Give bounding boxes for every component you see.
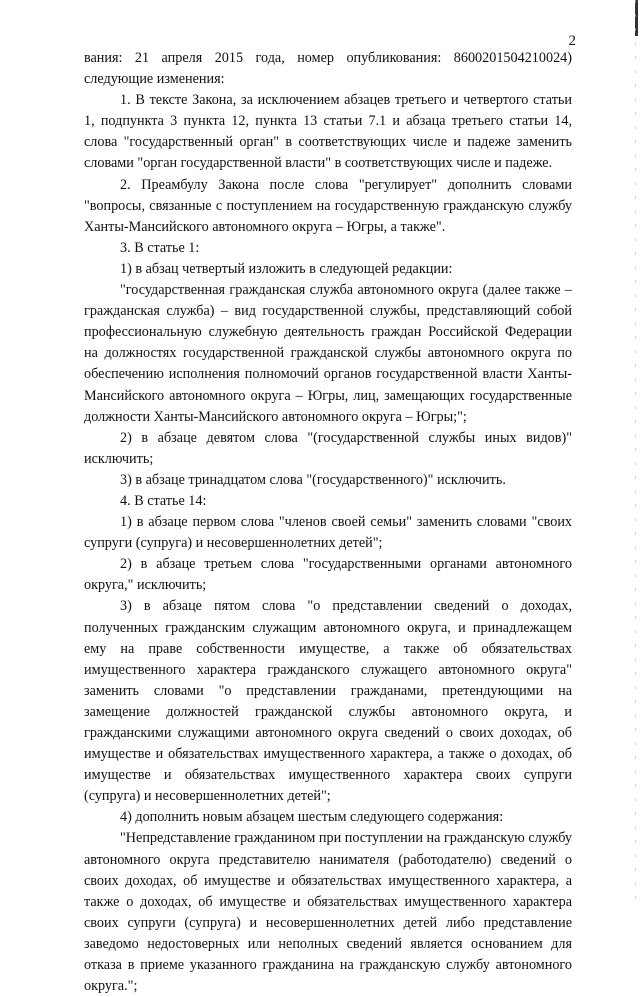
- paragraph: 4) дополнить новым абзацем шестым следующего содержания:: [120, 809, 504, 826]
- paragraph: 1) в абзац четвертый изложить в следующей редакции:: [120, 260, 453, 277]
- paragraph: 1. В тексте Закона, за исключением абзацев третьего и четвертого статьи 1, подпункта 3 пункта 12, пункта 13 статьи 7.1 и абзаца третьего статьи 14, слова "государственный орган" в соответствующих числе и падеже заменить словами "орган государственной власти" в соответствующих числе и падеже.: [84, 92, 572, 172]
- paragraph: "государственная гражданская служба автономного округа (далее также – гражданская служба) – вид государственной службы, представляющий собой профессиональную служебную деятельность граждан Российской Федерации на должностях государственной гражданской службы автономного округа по обеспечению исполнения полномочий органов государственной власти Ханты-Мансийского автономного округа – Югры, лиц, замещающих государственные должности Ханты-Мансийского автономного округа – Югры;";: [84, 282, 572, 425]
- paragraph: 3) в абзаце тринадцатом слова "(государственного)" исключить.: [120, 471, 506, 488]
- paragraph: 2) в абзаце третьем слова "государственными органами автономного округа," исключить;: [84, 556, 572, 594]
- paragraph: "Непредставление гражданином при поступлении на гражданскую службу автономного округа представителю нанимателя (работодателю) сведений о своих доходах, об имуществе и обязательствах имущественного характера, а также о доходах, об имуществе и обязательствах имущественного характера своих супруги (супруга) и несовершеннолетних детей либо представление заведомо недостоверных или неполных сведений является основанием для отказа в приеме указанного гражданина на гражданскую службу автономного округа.";: [84, 830, 572, 995]
- paragraph: 3) в абзаце пятом слова "о представлении сведений о доходах, полученных гражданским служащим автономного округа, и принадлежащем ему на праве собственности имуществе, а также об обязательствах имущественного характера гражданского служащего автономного округа" заменить словами "о представлении гражданами, претендующими на замещение должностей гражданской службы автономного округа, и гражданскими служащими автономного округа сведений о своих доходах, об имуществе и обязательствах имущественного характера, а также о доходах, об имуществе и обязательствах имущественного характера своих супруги (супруга) и несовершеннолетних детей";: [84, 598, 572, 805]
- paragraph: 3. В статье 1:: [120, 239, 200, 256]
- page-number: 2: [568, 33, 576, 49]
- paragraph: 4. В статье 14:: [120, 492, 207, 509]
- scan-edge-line: [635, 0, 636, 905]
- paragraph: 1) в абзаце первом слова "членов своей семьи" заменить словами "своих супруги (супруга) и несовершеннолетних детей";: [84, 514, 572, 552]
- paragraph: 2) в абзаце девятом слова "(государственной службы иных видов)" исключить;: [84, 429, 572, 467]
- paragraph: вания: 21 апреля 2015 года, номер опубликования: 8600201504210024) следующие изменения:: [84, 50, 572, 88]
- paragraph: 2. Преамбулу Закона после слова "регулирует" дополнить словами "вопросы, связанные с поступлением на государственную гражданскую службу Ханты-Мансийского автономного округа – Югры, а также".: [84, 176, 572, 235]
- document-body: [84, 48, 572, 997]
